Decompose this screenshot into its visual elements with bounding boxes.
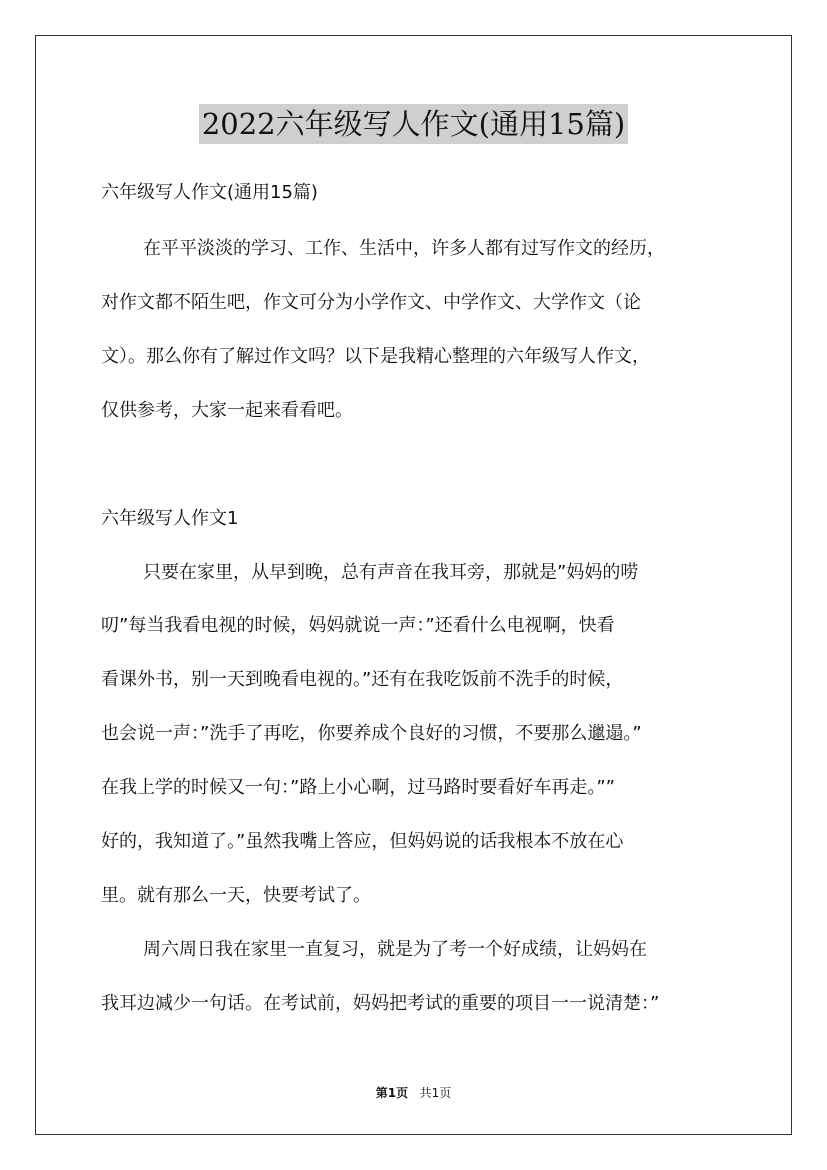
paragraph-line: 在平平淡淡的学习、工作、生活中，许多人都有过写作文的经历， [143, 238, 665, 259]
paragraph-line: 在我上学的时候又一句：”路上小心啊，过马路时要看好车再走。”” [101, 777, 615, 798]
paragraph-line: 我耳边减少一句话。在考试前，妈妈把考试的重要的项目一一说清楚：” [101, 993, 660, 1014]
paragraph-line: 文）。那么你有了解过作文吗？以下是我精心整理的六年级写人作文， [101, 346, 650, 367]
paragraph-line: 仅供参考，大家一起来看看吧。 [101, 400, 353, 421]
paragraph-line: 叨”每当我看电视的时候，妈妈就说一声：”还看什么电视啊，快看 [101, 615, 615, 636]
paragraph-line: 看课外书，别一天到晚看电视的。”还有在我吃饭前不洗手的时候， [101, 669, 624, 690]
document-title: 2022六年级写人作文(通用15篇) [199, 104, 628, 144]
section-heading: 六年级写人作文1 [101, 508, 239, 529]
paragraph-line: 周六周日我在家里一直复习，就是为了考一个好成绩，让妈妈在 [143, 939, 647, 960]
title-container [0, 104, 827, 144]
paragraph-line: 好的，我知道了。”虽然我嘴上答应，但妈妈说的话我根本不放在心 [101, 831, 624, 852]
paragraph-line: 对作文都不陌生吧，作文可分为小学作文、中学作文、大学作文（论 [101, 292, 641, 313]
paragraph-line: 里。就有那么一天，快要考试了。 [101, 885, 371, 906]
paragraph-line: 只要在家里，从早到晚，总有声音在我耳旁，那就是”妈妈的唠 [143, 562, 639, 583]
intro-heading: 六年级写人作文(通用15篇) [101, 182, 318, 203]
paragraph-line: 也会说一声：”洗手了再吃，你要养成个良好的习惯，不要那么邋遢。” [101, 723, 642, 744]
total-pages: 共1页 [419, 1086, 452, 1100]
page-number: 第1页 [375, 1086, 409, 1100]
page-footer [0, 1084, 827, 1101]
